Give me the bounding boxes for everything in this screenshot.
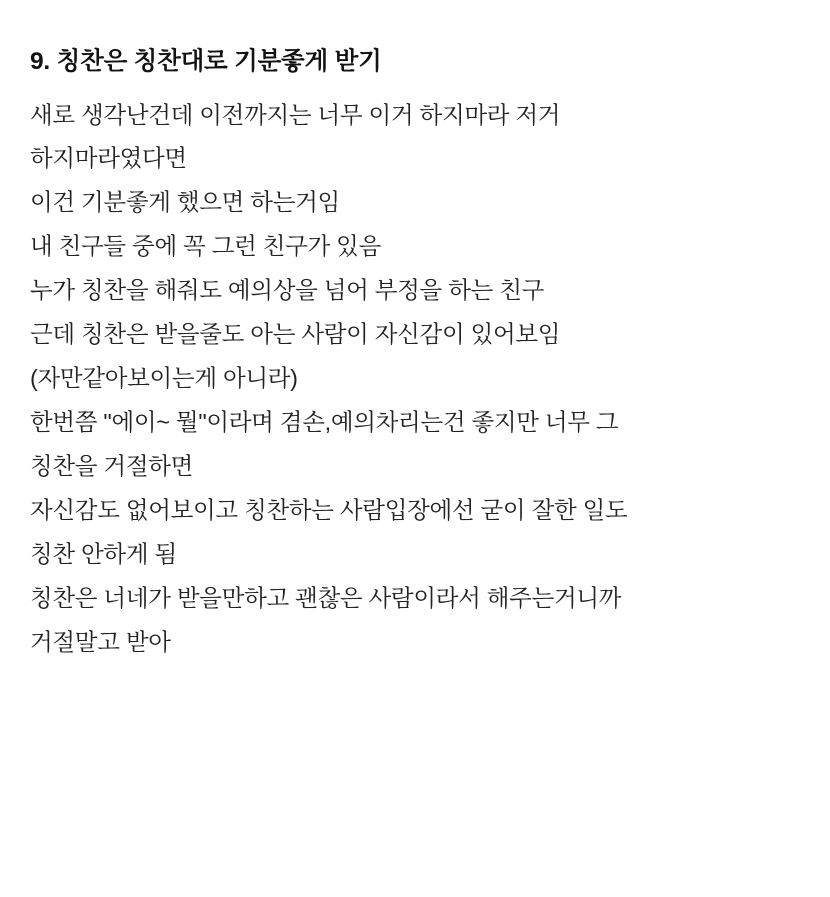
body-line: 누가 칭찬을 해줘도 예의상을 넘어 부정을 하는 친구: [30, 277, 545, 304]
body-line: 자신감도 없어보이고 칭찬하는 사람입장에선 굳이 잘한 일도: [30, 496, 628, 523]
body-line: 새로 생각난건데 이전까지는 너무 이거 하지마라 저거: [30, 101, 561, 128]
body-line: 하지마라였다면: [30, 145, 187, 172]
body-line: 거절말고 받아: [30, 628, 171, 655]
body-line: 내 친구들 중에 꼭 그런 친구가 있음: [30, 233, 381, 260]
body-line: 근데 칭찬은 받을줄도 아는 사람이 자신감이 있어보임: [30, 321, 561, 348]
body-line: 한번쯤 "에이~ 뭘"이라며 겸손,예의차리는건 좋지만 너무 그: [30, 409, 619, 436]
page-title: 9. 칭찬은 칭찬대로 기분좋게 받기: [30, 48, 382, 75]
body-line: 이건 기분좋게 했으면 하는거임: [30, 189, 340, 216]
body-line: (자만같아보이는게 아니라): [30, 365, 298, 392]
body-line: 칭찬은 너네가 받을만하고 괜찮은 사람이라서 해주는거니까: [30, 584, 622, 611]
body-line: 칭찬 안하게 됨: [30, 540, 177, 567]
post-body: [30, 94, 800, 665]
body-line: 칭찬을 거절하면: [30, 453, 194, 480]
